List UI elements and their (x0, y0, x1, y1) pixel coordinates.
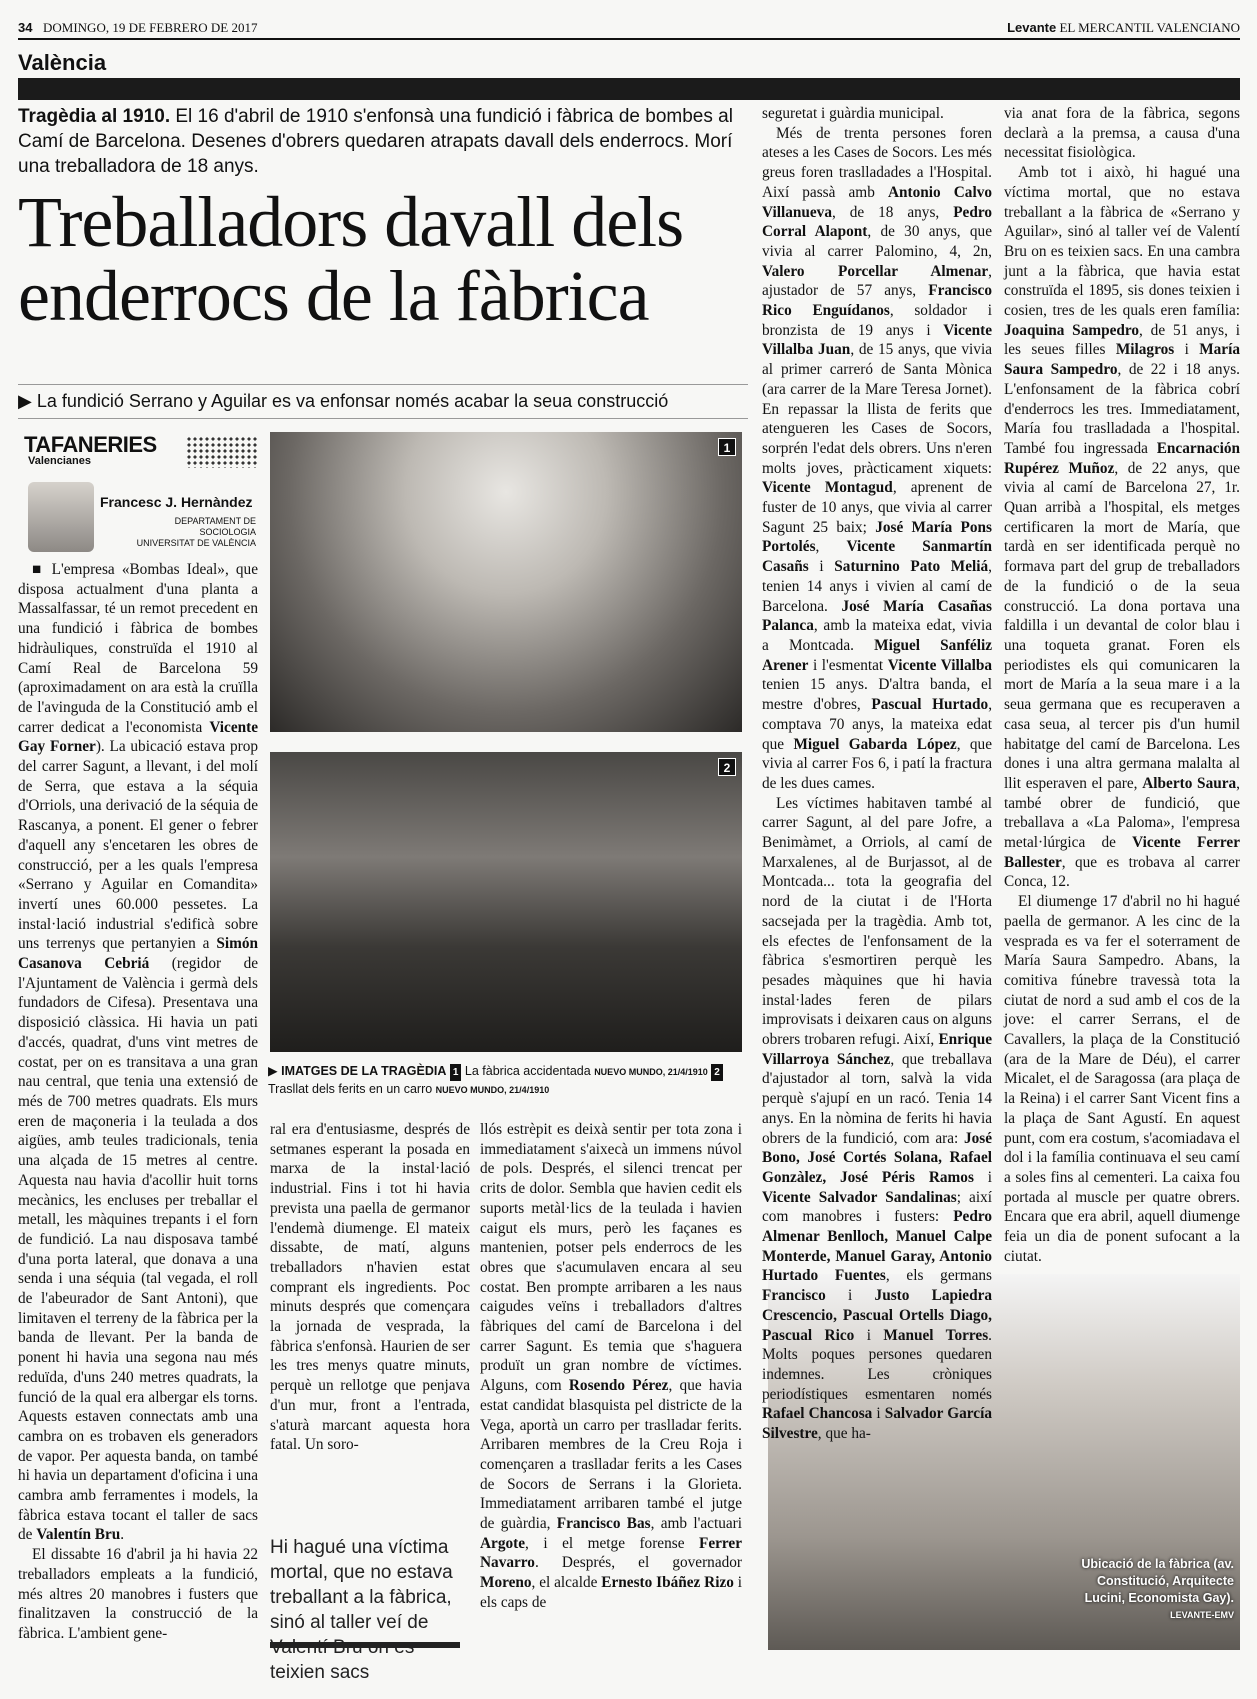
affiliation-line-1: DEPARTAMENT DE SOCIOLOGIA (174, 516, 256, 537)
lead-kicker: Tragèdia al 1910. (18, 106, 171, 127)
section-title: València (18, 50, 107, 75)
author-avatar (28, 482, 94, 552)
person-name: Ernesto Ibáñez Rizo (601, 1574, 734, 1592)
person-name: Alberto Saura (1142, 774, 1237, 792)
column-logo-title: TAFANERIES (24, 432, 157, 457)
location-caption-source: LEVANTE-EMV (1170, 1610, 1234, 1620)
body-paragraph: seguretat i guàrdia municipal. (762, 105, 944, 122)
caption-number-2: 2 (711, 1064, 723, 1081)
person-name: María Saura Sampedro (1004, 341, 1240, 379)
body-text: , soldador i bronzista de 19 anys i (762, 302, 992, 339)
body-text: , (815, 538, 820, 556)
subheadline-text: La fundició Serrano y Aguilar es va enfonsar només acabar la seua construcció (36, 391, 669, 411)
body-text: , de 15 anys, que vivia al primer carreró de Santa Mònica (ara carrer de la Mare Teresa Jornet). En repassar la llista de ferits que atengueren les Cases de Socors, sorprén l'edat dels obrers. Uns n'eren molts joves, pràcticament xiquets: (762, 341, 992, 477)
headline: Treballadors davall dels enderrocs de la fàbrica (18, 182, 684, 336)
caption-1: La fàbrica accidentada (464, 1064, 591, 1078)
affiliation-line-2: UNIVERSITAT DE VALÈNCIA (136, 538, 256, 548)
body-text: . Molts poques persones quedaren indemnes. Les cròniques periodístiques esmentaren només (762, 1326, 992, 1403)
body-text: llós estrèpit es deixà sentir per tota zona i immediatament s'aixecà un immens núvol de pols. Després, el silenci trencat per crits de dolor. Sembla que havien cedit els suports metàl·lics de la teulada i havien caigut els murs, però les façanes es mantenien, potser pels enderrocs de les obres que s'acumulaven encara al seu costat. Ben prompte arribaren a les naus caigudes veïns i treballadors d'altres fàbriques del camí de Barcelona i del carrer Sagunt. Es temia que s'haguera produït un gran nombre de víctimes. Alguns, com (480, 1121, 742, 1395)
person-name: Encarnación Rupérez Muñoz (1004, 439, 1240, 477)
photo-caption (268, 1063, 748, 1099)
body-text: Amb tot i això, hi hagué una víctima mortal, que no estava treballant a la fàbrica de «Serrano y Aguilar», sinó al taller veí de Valentí Bru on es teixien sacs. En una cambra junt a la fàbrica, que havia estat construïda el 1895, sis dones teixien i cosien, tres de les quals eren família: (1004, 164, 1240, 320)
body-text: ). La ubicació estava prop del carrer Sagunt, a llevant, i del molí de Serra, que estava a la séquia d'Orriols, una derivació de la séquia de Rascanya, a ponent. El gener o febrer d'aquell any s'encetaren les obres de construcció, per a les quals l'empresa «Serrano y Aguilar en Comandita» invertí unes 60.000 pessetes. La instal·lació industrial s'edificà sobre uns terrenys que pertanyien a (18, 738, 258, 953)
body-text: , els germans (885, 1267, 992, 1285)
body-paragraph (762, 794, 992, 1444)
body-paragraph: El dissabte 16 d'abril ja hi havia 22 treballadors empleats a la fundició, més altres 20 manobres i fusters que finalitzaven la construcció de la fàbrica. L'ambient gene- (18, 1546, 258, 1642)
page-header (18, 18, 1240, 40)
person-name: Vicente Villalba (887, 656, 992, 674)
body-text: , amb la mateixa edat, vivia a Montcada. (762, 617, 992, 654)
author-name: Francesc J. Hernàndez (100, 494, 253, 510)
person-name: Vicente Salvador Sandalinas (762, 1188, 957, 1206)
triangle-bullet-icon: ▶ (18, 391, 32, 411)
person-name: Justo Lapiedra Crescencio, Pascual Ortells Diago, Pascual Rico (762, 1287, 993, 1344)
body-text: i (808, 558, 824, 576)
triangle-bullet-icon: ▶ (268, 1064, 278, 1078)
body-paragraph: via anat fora de la fàbrica, segons declarà a la premsa, a causa d'una necessitat fisiològica. (1004, 105, 1240, 162)
body-text: L'empresa «Bombas Ideal», que disposa actualment d'una planta a Massalfassar, té un remot precedent en una fundició i fàbrica de bombes hidràuliques, construïda el 1910 al Camí Real de Barcelona 59 (aproximadament on ara està la cruïlla de l'avinguda de la Constitució amb el carrer dedicat a l'economista (18, 561, 258, 736)
photo-number: 1 (718, 438, 736, 456)
body-paragraph (1004, 163, 1240, 892)
person-name: Enrique Villarroya Sánchez (762, 1031, 993, 1068)
person-name: José María Pons Portolés (762, 518, 993, 556)
newspaper-brand (1007, 20, 1240, 36)
person-name: Pedro Corral Alapont (762, 203, 992, 241)
caption-2: Trasllat dels ferits en un carro (268, 1082, 433, 1096)
body-column-1 (18, 560, 258, 1644)
caption-1-source: NUEVO MUNDO, 21/4/1910 (594, 1067, 708, 1077)
person-name: Antonio Calvo Villanueva (762, 183, 992, 221)
body-paragraph: ral era d'entusiasme, després de setmanes esperant la posada en marxa de la instal·lació industrial. Fins i tot hi havia prevista una paella de germanor l'endemà diumenge. El mateix dissabte, de matí, alguns treballadors n'havien estat comprant els ingredients. Poc minuts després que començara la jornada de vesprada, la fàbrica s'enfonsà. Haurien de ser les tres menys quatre minuts, perquè un rellotge que penjava d'un mur, front a l'entrada, s'aturà marcant aquesta hora fatal. Un soro- (270, 1121, 470, 1454)
body-text: i els caps de (480, 1574, 743, 1611)
person-name: Valero Porcellar Almenar (762, 262, 989, 280)
person-name: Manuel Torres (883, 1326, 989, 1344)
body-text: , de 22 i 18 anys. L'enfonsament de la fàbrica cobrí d'enderrocs les tres. Immediatament, María fou traslladada a l'hospital. També fou ingressada (1004, 361, 1240, 457)
body-text: i (854, 1326, 871, 1344)
author-affiliation (120, 516, 256, 549)
body-text: , el alcalde (531, 1574, 598, 1592)
body-text: i (825, 1287, 853, 1305)
person-name: Argote (480, 1534, 526, 1552)
body-paragraph (18, 560, 258, 1545)
body-text: , tenien 14 anys i vivien al camí de Barcelona. (762, 558, 992, 615)
person-name: José María Casañas Palanca (762, 597, 992, 635)
body-paragraph (480, 1120, 742, 1613)
issue-date: DOMINGO, 19 DE FEBRERO DE 2017 (43, 20, 258, 35)
body-text: i (872, 1405, 881, 1423)
person-name: Simón Casanova Cebriá (18, 935, 259, 973)
person-name: Francisco Rico Enguídanos (762, 282, 992, 320)
body-text: , amb l'actuari (650, 1515, 742, 1533)
body-column-3 (480, 1120, 742, 1613)
pull-quote: Hi hagué una víctima mortal, que no estava treballant a la fàbrica, sinó al taller veí de teixien sacs (270, 1537, 453, 1683)
body-paragraph: El diumenge 17 d'abril no hi hagué paella de germanor. A les cinc de la vesprada es va fer el soterrament de María Saura Sampedro. Abans, la comitiva fúnebre travessà tota la ciutat de nord a sud amb el cos de la jove: el carrer Serrans, el de Cavallers, la plaça de la Constitució (ara de la Mare de Déu), el carrer Micalet, el de Saragossa (ara plaça de la Reina) i el carrer Sant Vicent fins a la plaça de Sant Agustí. En aquest punt, com era costum, s'acomiadava el dol i la família continuava el seu camí a soles fins al cementeri. La caixa fou portada al muscle per quatre obrers. Encara que era abril, aquell diumenge feia un dia de ponent sufocant a la ciutat. (1004, 893, 1240, 1265)
person-name: Valentín Bru (36, 1526, 121, 1544)
caption-label: IMATGES DE LA TRAGÈDIA (281, 1064, 447, 1078)
location-caption-text: Ubicació de la fàbrica (av. Constitució, Arquitecte Lucini, Economista Gay). (1081, 1557, 1234, 1605)
body-text: , aprenent de fuster de 10 anys, que vivia al carrer Sagunt 25 baix; (762, 479, 992, 536)
person-name: José Bono, José Cortés Solana, Rafael Gonzàlez, José Péris Ramos (762, 1129, 992, 1186)
brand-name: Levante (1007, 20, 1057, 35)
body-text: , que treballava d'ajustador al torn, salvà la vida perquè s'ajupí en un racó. Tenia 14 anys. En la nòmina de ferits hi havia obrers de la fundició, com ara: (762, 1050, 992, 1147)
person-name: Moreno (480, 1574, 532, 1592)
body-text: i (1174, 341, 1189, 359)
caption-number-1: 1 (450, 1064, 462, 1081)
body-text: . Després, el governador (534, 1554, 742, 1572)
person-name: Vicente Montagud (762, 479, 893, 497)
person-name: Vicente Ferrer Ballester (1004, 834, 1241, 871)
person-name: Vicente Sanmartín Casañs (762, 538, 992, 576)
lead-text: El 16 d'abril de 1910 s'enfonsà una fundició i fàbrica de bombes al Camí de Barcelona. Desenes d'obrers quedaren atrapats davall dels enderrocs. Morí una treballadora de 18 anys. (18, 106, 733, 177)
body-column-2 (270, 1120, 470, 1455)
body-column-5 (1004, 104, 1240, 1266)
photo-number: 2 (718, 758, 736, 776)
person-name: Ferrer Navarro (480, 1534, 742, 1572)
body-text: , que es trobava al carrer Conca, 12. (1004, 853, 1240, 891)
brand-subtitle: EL MERCANTIL VALENCIANO (1059, 20, 1240, 35)
person-name: Milagros (1115, 341, 1175, 359)
person-name: Miguel Gabarda López (793, 735, 957, 753)
dot-pattern-icon (186, 436, 258, 468)
body-text: i l'esmentat (808, 656, 884, 674)
body-paragraph (762, 124, 992, 794)
body-text: i (973, 1168, 993, 1186)
person-name: Joaquina Sampedro (1004, 321, 1140, 339)
body-column-4 (762, 104, 992, 1444)
body-text: , ajustador de 57 anys, (762, 262, 992, 300)
body-text: , i el metge forense (525, 1534, 685, 1552)
pull-quote-rule (270, 1642, 460, 1648)
body-text: Les víctimes habitaven també al carrer Sagunt, al del pare Jofre, a Benimàmet, a Orriols, al camí de Marxalenes, al de Burjassot, al de Montcada... tota la geografia del nord de la ciutat i de l'Horta sacsejada per la tragèdia. Amb tot, els efectes de l'enfonsament de la fàbrica s'esmortiren perquè les pesades màquines que hi havia instal·lades feren de pilars improvisats i deixaren caus on alguns obrers trobaren refugi. Així, (762, 794, 992, 1049)
photo-wounded-transport (270, 752, 742, 1052)
body-text: , de 22 anys, que vivia al camí de Barcelona 27, 1r. Quan arribà a l'hospital, els metges certificaren la mort de María, que tardà en ser identificada perquè no formava part del grup de treballadors de la fundició o de la seua construcció. La dona portava una faldilla i un devantal de color blau i una toqueta granat. Foren els periodistes els qui comunicaren la mort de María a la seua mare i a la seua germana que es recuperaven a casa seua, al tercer pis d'un humil habitatge del camí de Barcelona. Les dones i una altra germana malalta al llit esperaven el pare, (1004, 459, 1240, 792)
lead-paragraph (18, 104, 748, 179)
person-name: Pascual Hurtado (871, 696, 989, 714)
body-text: tenien 15 anys. D'altra banda, el mestre d'obres, (762, 676, 992, 714)
body-text: ; així com manobres i fusters: (762, 1188, 992, 1226)
column-logo-subtitle: Valencianes (28, 455, 91, 467)
body-text: (regidor de l'Ajuntament de València i germà dels fundadors de Cifesa). Presentava una disposició clàssica. Hi havia un pati d'accés, quadrat, d'uns vint metres de costat, per on es transitava a una gran nau central, que tenia una extensió de més de 700 metres quadrats. Els murs eren de maçoneria i la teulada a dos aigües, amb teules tradicionals, tenia una alçada de 15 metres al centre. Aquesta nau havia d'acollir huit torns mecànics, les encluses per treballar el metall, les màquines trepants i el forn de fundició. La nau disposava també d'una porta lateral, que donava a una senda i una séquia (tal vegada, el roll de l'abeurador de Sant Antoni), que limitaven el terreny de la fàbrica per la banda de llevant. Per la banda de ponent hi havia una segona nau més reduïda, d'uns 240 metres quadrats, la funció de la qual era albergar els torns. Aquests estaven connectats amb una cambra on es trobaven els generadors de vapor. Per aquesta banda, on també hi havia un departament d'oficina i una cambra amb ferramentes i models, la fàbrica estava tocant el taller de sacs de (18, 955, 259, 1544)
person-name: Miguel Sanféliz Arener (762, 636, 993, 674)
person-name: Francisco (762, 1287, 826, 1305)
square-bullet-icon: ■ (32, 561, 45, 578)
body-text: , de 18 anys, (831, 203, 940, 221)
person-name: Pedro Almenar Benlloch, Manuel Calpe Monterde, Manuel Garay, Antonio Hurtado Fuentes (762, 1208, 993, 1285)
body-text: , de 30 anys, que vivia al carrer Palomino, 4, 2n, (762, 223, 992, 260)
person-name: Salvador García Silvestre (762, 1405, 992, 1443)
column-logo (18, 432, 258, 472)
caption-2-source: NUEVO MUNDO, 21/4/1910 (435, 1085, 550, 1095)
person-name: Vicente Villalba Juan (762, 321, 992, 359)
body-text: , que ha- (817, 1425, 871, 1443)
body-text: , que vivia al carrer Fos 6, i patí la fractura de les dues cames. (762, 735, 992, 792)
person-name: Vicente Gay Forner (18, 718, 259, 756)
person-name: Rosendo Pérez (568, 1377, 669, 1395)
person-name: Francisco Bas (556, 1515, 651, 1533)
body-text: , de 51 anys, i les seues filles (1004, 321, 1240, 359)
subheadline (18, 384, 748, 419)
body-text: , també obrer de fundició, que treballava a «La Paloma», l'empresa metal·lúrgica de (1004, 774, 1240, 852)
person-name: Rafael Chancosa (762, 1405, 873, 1423)
photo-collapsed-factory (270, 432, 742, 732)
body-text: . (120, 1526, 125, 1544)
person-name: Saturnino Pato Meliá (834, 558, 989, 576)
body-text: , que havia estat candidat blasquista pel districte de la Vega, aportà un carro per traslladar ferits. Arribaren membres de la Creu Roja i començaren a traslladar ferits a les Cases de Socors de Serrans i la Glorieta. Immediatament arribaren també el jutge de guàrdia, (480, 1377, 743, 1533)
section-bar (18, 78, 1240, 100)
body-text: Més de trenta persones foren ateses a les Cases de Socors. Les més greus foren traslladades a l'Hospital. Així passà amb (762, 124, 992, 201)
page-number: 34 (18, 20, 33, 35)
body-text: , comptava 70 anys, la mateixa edat que (762, 696, 993, 753)
location-caption (1072, 1556, 1234, 1624)
